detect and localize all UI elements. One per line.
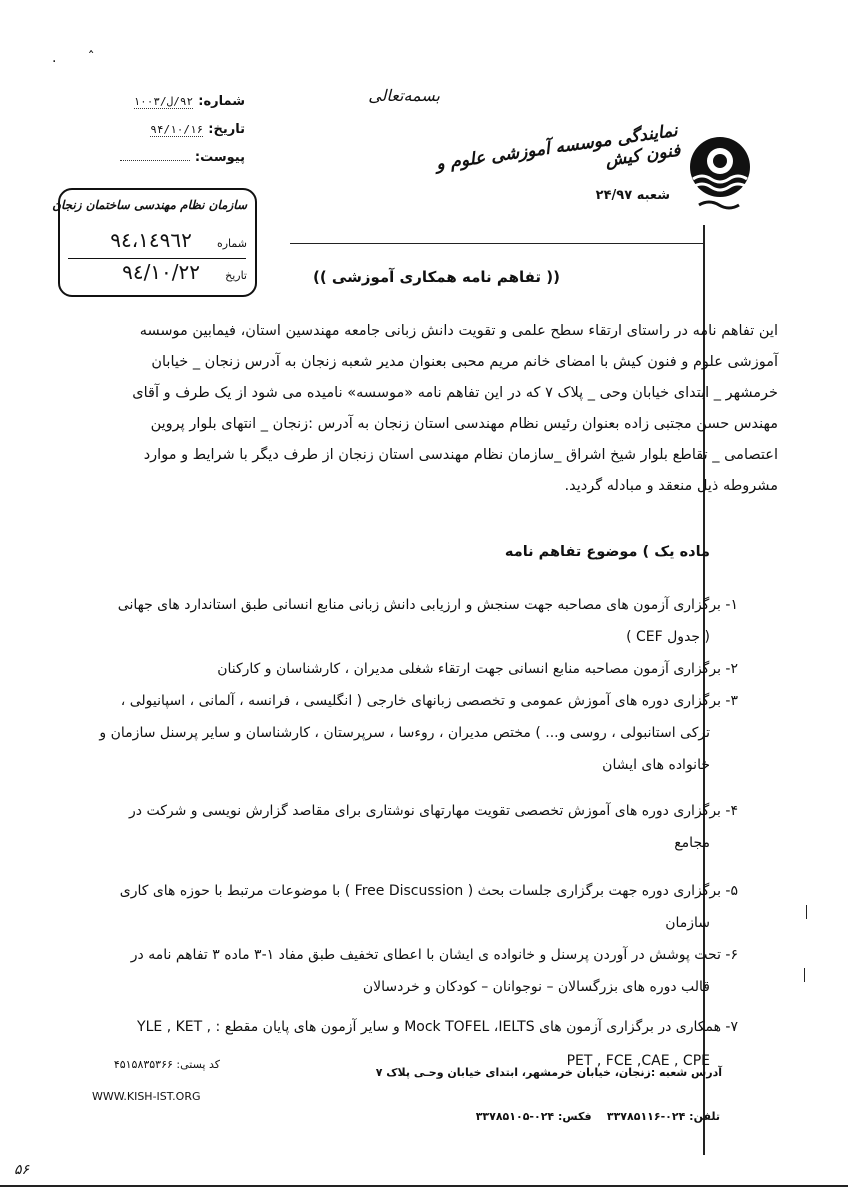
list-item: ۳- برگزاری دوره های آموزش عمومی و تخصصی زبانهای خارجی ( انگلیسی ، فرانسه ، آلمانی ، اسپانیولی ، bbox=[120, 693, 738, 709]
list-item: ۶- تحت پوشش در آوردن پرسنل و خانواده ی ایشان با اعطای تخفیف طبق مفاد ۱-۳ ماده ۳ تفاهم نامه در bbox=[130, 947, 738, 963]
institute-logo bbox=[685, 135, 755, 219]
postal-label: کد پستی bbox=[180, 1058, 220, 1071]
date-value: ۹۴/۱۰/۱۶ bbox=[150, 123, 204, 136]
intro-line: خرمشهر _ ابتدای خیابان وحی _ پلاک ۷ که در این تفاهم نامه «موسسه» نامیده می شود از یک طرف و آقای bbox=[132, 385, 778, 401]
list-item: ۲- برگزاری آزمون مصاحبه منابع انسانی جهت ارتقاء شغلی مدیران ، کارشناسان و کارکنان bbox=[217, 661, 738, 677]
list-item: ( جدول CEF ) bbox=[626, 629, 710, 645]
attachment-label: پیوست bbox=[200, 150, 245, 165]
bottom-rule bbox=[0, 1185, 848, 1187]
footer-phones: تلفن: ۰۲۴-۳۳۷۸۵۱۱۶ فکس: ۰۲۴-۳۳۷۸۵۱۰۵ bbox=[475, 1110, 720, 1123]
header-fields: شماره: ۹۲/ل/۱۰۰۳ تاریخ: ۹۴/۱۰/۱۶ پیوست: bbox=[95, 90, 245, 174]
fax: ۰۲۴-۳۳۷۸۵۱۰۵ bbox=[475, 1110, 555, 1123]
list-item: ۱- برگزاری آزمون های مصاحبه جهت سنجش و ارزیابی دانش زبانی منابع انسانی طبق استاندارد های جهانی bbox=[117, 597, 738, 613]
date-label: تاریخ bbox=[213, 122, 245, 137]
stamp-rule bbox=[290, 243, 705, 244]
number-label: شماره bbox=[203, 94, 245, 109]
footer-address: آدرس شعبه :زنجان، خیابان خرمشهر، ابتدای خیابان وحـی پلاک ۷ bbox=[375, 1066, 722, 1079]
list-item: قالب دوره های بزرگسالان – نوجوانان – کودکان و خردسالان bbox=[362, 979, 710, 995]
list-item: سازمان bbox=[665, 915, 710, 931]
branch-number: ۲۴/۹۷ bbox=[595, 188, 633, 203]
intro-line: اعتصامی _ تقاطع بلوار شیخ اشراق _سازمان نظام مهندسی استان زنجان از طرف دیگر با شرایط و موارد bbox=[143, 447, 778, 463]
list-item: ۴- برگزاری دوره های آموزش تخصصی تقویت مهارتهای نوشتاری برای مقاصد گزارش نویسی و شرکت در bbox=[129, 803, 738, 819]
stamp-number-row bbox=[67, 228, 247, 252]
list-item: خانواده های ایشان bbox=[602, 757, 710, 773]
number-value: ۹۲/ل/۱۰۰۳ bbox=[133, 95, 194, 108]
footer-website: WWW.KISH-IST.ORG bbox=[92, 1090, 201, 1103]
phone: ۰۲۴-۳۳۷۸۵۱۱۶ bbox=[606, 1110, 686, 1123]
intro-paragraph bbox=[60, 316, 778, 502]
received-stamp bbox=[52, 188, 257, 297]
footer-postal: کد پستی: ۴۵۱۵۸۳۵۳۶۶ bbox=[113, 1058, 220, 1071]
intro-line: آموزشی علوم و فنون کیش با امضای خانم مریم محبی بعنوان مدیر شعبه زنجان به آدرس زنجان _ خیابان bbox=[151, 354, 778, 370]
corner-dots: . ˆ bbox=[52, 50, 95, 66]
stamp-org: سازمان نظام مهندسی ساختمان زنجان bbox=[52, 198, 247, 212]
stamp-date-row bbox=[67, 260, 247, 284]
stamp-number-label: شماره bbox=[216, 237, 247, 250]
org-title: نمایندگی موسسه آموزشی علوم و فنون کیش bbox=[434, 120, 682, 175]
page-number: ۵۶ bbox=[14, 1162, 30, 1178]
phone-label: تلفن bbox=[693, 1110, 720, 1123]
list-item: PET , FCE ,CAE , CPE bbox=[566, 1053, 710, 1069]
list-item: ۵- برگزاری دوره جهت برگزاری جلسات بحث ( Free Discussion ) با موضوعات مرتبط با حوزه های کاری bbox=[119, 883, 738, 899]
branch bbox=[570, 188, 670, 203]
list-item: ۷- همکاری در برگزاری آزمون های Mock TOFEL ،IELTS و سایر آزمون های پایان مقطع : , YLE , KET bbox=[137, 1019, 738, 1035]
stamp-date-label: تاریخ bbox=[225, 269, 247, 282]
intro-line: مهندس حسن مجتبی زاده بعنوان رئیس نظام مهندسی استان زنجان به آدرس :زنجان _ انتهای بلوار پروین bbox=[150, 416, 778, 432]
side-mark bbox=[806, 905, 807, 919]
branch-label: شعبه bbox=[636, 188, 670, 203]
postal-code: ۴۵۱۵۸۳۵۳۶۶ bbox=[113, 1058, 173, 1071]
stamp-date: ٩٤/١٠/٢٢ bbox=[122, 260, 201, 284]
bismillah: بسمه‌تعالی bbox=[368, 86, 440, 105]
stamp-number: ۹٤،١٤٩٦٢ bbox=[110, 228, 192, 252]
intro-line: مشروطه ذیل منعقد و مبادله گردید. bbox=[564, 478, 778, 494]
document-title: (( تفاهم نامه همکاری آموزشی )) bbox=[313, 268, 560, 286]
section-title: ماده یک ) موضوع تفاهم نامه bbox=[504, 544, 710, 560]
list-item: ترکی استانبولی ، روسی و... ) مختص مدیران ، روءسا ، سرپرستان ، کارشناسان و سایر پرسنل سازمان و bbox=[99, 725, 710, 741]
list-item: مجامع bbox=[674, 835, 710, 851]
fax-label: فکس bbox=[562, 1110, 592, 1123]
side-mark bbox=[804, 968, 805, 982]
article-items bbox=[62, 590, 738, 1078]
intro-line: این تفاهم نامه در راستای ارتقاء سطح علمی و تقویت دانش زبانی جامعه مهندسین استان، فیمابین موسسه bbox=[139, 323, 778, 339]
